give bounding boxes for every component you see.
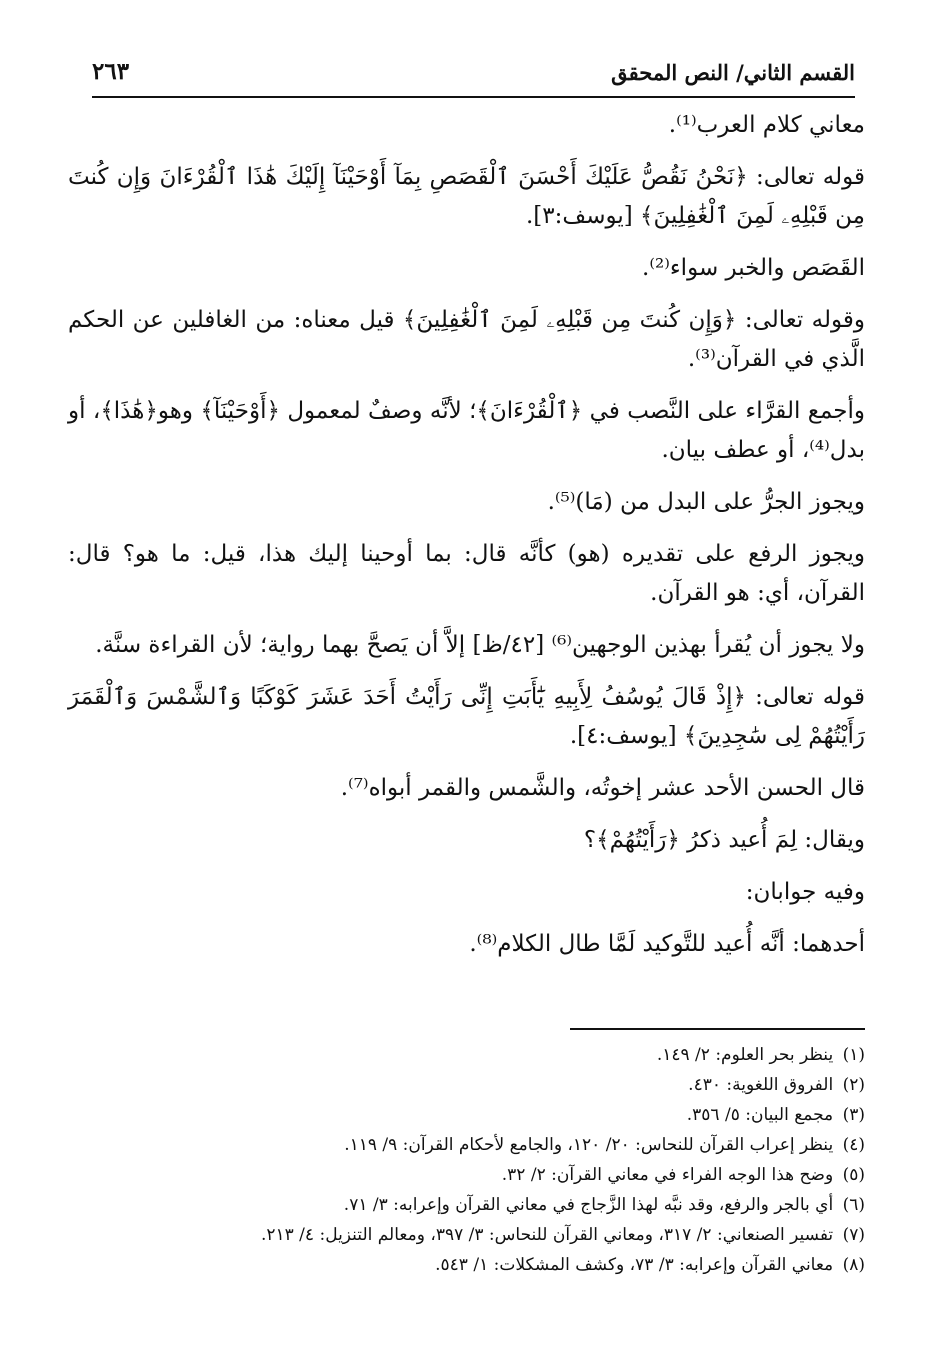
paragraph: وأجمع القرَّاء على النَّصب في ﴿ٱلْقُرْءَانَ﴾؛ لأنَّه وصفٌ لمعمول ﴿أَوْحَيْنَآ﴾ وهو﴿هَٰذَا﴾، أو بدل⁽⁴⁾، أو عطف بيان. <box>68 398 865 463</box>
page-header <box>92 50 855 98</box>
footnote-text: الفروق اللغوية: ٤٣٠. <box>688 1075 834 1095</box>
footnote-text: معاني القرآن وإعرابه: ٣/ ٧٣، وكشف المشكلات: ١/ ٥٤٣. <box>435 1255 834 1275</box>
footnote <box>60 1250 865 1280</box>
footnote-number: (٨) <box>842 1255 865 1275</box>
footnote <box>60 1040 865 1070</box>
footnote <box>60 1100 865 1130</box>
paragraph: القَصَص والخبر سواء⁽²⁾. <box>642 255 865 281</box>
footnotes <box>60 1040 865 1280</box>
paragraph: ويجوز الرفع على تقديره (هو) كأنَّه قال: بما أوحينا إليك هذا، قيل: ما هو؟ قال: القرآن، أي: هو القرآن. <box>68 541 865 606</box>
section-title: القسم الثاني/ النص المحقق <box>611 60 855 85</box>
paragraph: ويجوز الجرُّ على البدل من (مَا)⁽⁵⁾. <box>547 489 865 515</box>
footnote-number: (٦) <box>842 1195 865 1215</box>
footnote-number: (٣) <box>842 1105 865 1125</box>
paragraph: وفيه جوابان: <box>745 879 865 905</box>
paragraph: معاني كلام العرب⁽¹⁾. <box>668 112 865 138</box>
footnote <box>60 1130 865 1160</box>
page-number: ٢٦٣ <box>92 58 130 85</box>
paragraph: قوله تعالى: ﴿إِذْ قَالَ يُوسُفُ لِأَبِيهِ يَٰٓأَبَتِ إِنِّى رَأَيْتُ أَحَدَ عَشَرَ كَوْكَبًا وَٱلشَّمْسَ وَٱلْقَمَرَ رَأَيْتُهُمْ لِى سَٰجِدِينَ﴾ [يوسف:٤]. <box>68 684 865 749</box>
paragraph: وقوله تعالى: ﴿وَإِن كُنتَ مِن قَبْلِهِۦ لَمِنَ ٱلْغَٰفِلِينَ﴾ قيل معناه: من الغافلين عن الحكم الَّذي في القرآن⁽³⁾. <box>68 307 865 372</box>
paragraph: قوله تعالى: ﴿نَحْنُ نَقُصُّ عَلَيْكَ أَحْسَنَ ٱلْقَصَصِ بِمَآ أَوْحَيْنَآ إِلَيْكَ هَٰذَا ٱلْقُرْءَانَ وَإِن كُنتَ مِن قَبْلِهِۦ لَمِنَ ٱلْغَٰفِلِينَ﴾ [يوسف:٣]. <box>68 164 865 229</box>
paragraph: ويقال: لِمَ أُعيد ذكرُ ﴿رَأَيْتُهُمْ﴾؟ <box>583 827 865 853</box>
footnote-number: (١) <box>842 1045 865 1065</box>
footnote <box>60 1160 865 1190</box>
footnote-text: مجمع البيان: ٥/ ٣٥٦. <box>686 1105 834 1125</box>
footnote-number: (٢) <box>842 1075 865 1095</box>
body-text <box>68 106 865 977</box>
footnote-number: (٥) <box>842 1165 865 1185</box>
paragraph: أحدهما: أنَّه أُعيد للتَّوكيد لَمَّا طال الكلام⁽⁸⁾. <box>469 931 865 957</box>
footnote-text: أي بالجر والرفع، وقد نبَّه لهذا الزَّجاج في معاني القرآن وإعرابه: ٣/ ٧١. <box>343 1195 834 1215</box>
footnote-number: (٤) <box>842 1135 865 1155</box>
footnote-number: (٧) <box>842 1225 865 1245</box>
footnote-text: ينظر إعراب القرآن للنحاس: ٢٠/ ١٢٠، والجامع لأحكام القرآن: ٩/ ١١٩. <box>344 1135 834 1155</box>
footnote <box>60 1220 865 1250</box>
footnote <box>60 1190 865 1220</box>
footnote <box>60 1070 865 1100</box>
footnote-text: ينظر بحر العلوم: ٢/ ١٤٩. <box>656 1045 834 1065</box>
footnote-text: تفسير الصنعاني: ٢/ ٣١٧، ومعاني القرآن للنحاس: ٣/ ٣٩٧، ومعالم التنزيل: ٤/ ٢١٣. <box>260 1225 834 1245</box>
footnote-separator <box>570 1028 865 1030</box>
paragraph: ولا يجوز أن يُقرأ بهذين الوجهين⁽⁶⁾ [٤٢/ظ] إلاَّ أن يَصحَّ بهما رواية؛ لأن القراءة سنَّة. <box>95 632 865 658</box>
paragraph: قال الحسن الأحد عشر إخوتُه، والشَّمس والقمر أبواه⁽⁷⁾. <box>340 775 865 801</box>
footnote-text: وضح هذا الوجه الفراء في معاني القرآن: ٢/ ٣٢. <box>501 1165 834 1185</box>
